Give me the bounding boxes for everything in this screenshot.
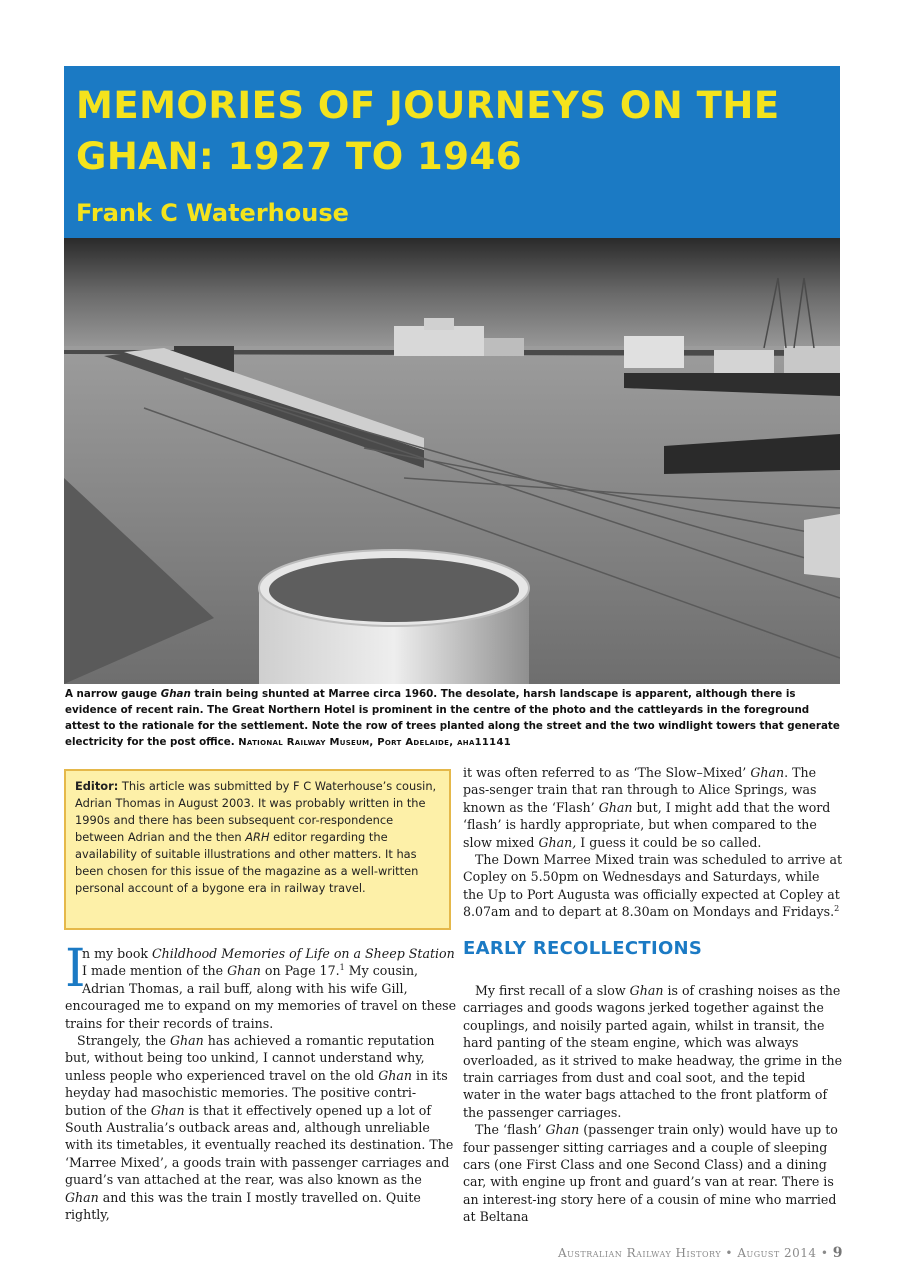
photo-credit: National Railway Museum, Port Adelaide, aha11141	[238, 737, 511, 748]
caption-text-2: train being shunted at Marree circa 1960. The desolate, harsh landscape is apparent, although there is evidence of recent rain. The Great Northern Hotel is prominent in the centre of the photo and the cattleyards in the foreground attest to the rationale for the settlement. Note the row of trees planted along the street and the two windlight towers that generate electricity for the post office.	[65, 688, 840, 748]
page-footer	[558, 1245, 843, 1261]
ghan: Ghan	[378, 1067, 412, 1083]
book-title: Childhood Memories of Life on a Sheep Station	[152, 946, 455, 961]
ghan: Ghan	[598, 799, 633, 815]
paragraph-3	[463, 764, 843, 851]
editor-note	[64, 769, 451, 930]
footer-text: Australian Railway History • August 2014 •	[558, 1246, 833, 1260]
paragraph-5	[463, 982, 843, 1121]
paragraph-2	[65, 1032, 457, 1223]
body-text: has achieved a romantic reputation but, without being too unkind, I cannot understand why, unless people who experienced travel on the old	[65, 1033, 435, 1083]
paragraph-1-rest: encouraged me to expand on my memories of travel on these trains for their records of trains.	[65, 998, 457, 1031]
body-text: Strangely, the	[77, 1033, 170, 1049]
body-text: I made mention of the	[82, 963, 228, 979]
footnote-ref: 1	[339, 963, 345, 973]
article-author: Frank C Waterhouse	[76, 199, 349, 227]
body-text: My cousin,	[344, 963, 419, 979]
body-text: The Down Marree Mixed train was scheduled to arrive at Copley on 5.50pm on Wednesdays and Saturdays, while the Up to Port Augusta was officially expected at Copley at 8.07am and to depart at 8.30am on Mondays and Fridays.	[463, 852, 843, 920]
left-column	[65, 939, 457, 1224]
dropcap-line-3: Adrian Thomas, a rail buff, along with his wife Gill,	[82, 980, 408, 996]
article-title: MEMORIES OF JOURNEYS ON THE GHAN: 1927 TO 1946	[76, 84, 780, 178]
drop-cap: I	[65, 939, 86, 999]
ghan: Ghan	[227, 963, 261, 979]
editor-text-2: editor regarding the availability of suitable illustrations and other matters. It has been chosen for this issue of the magazine as a well-written personal account of a bygone era in railway travel.	[75, 830, 419, 895]
editor-label: Editor:	[75, 779, 119, 793]
editor-text: This article was submitted by F C Waterhouse’s cousin, Adrian Thomas in August 2003. It was probably written in the 1990s and there has been subsequent cor-respondence between Adrian and the then	[75, 779, 437, 844]
dropcap-line-1	[65, 945, 457, 962]
body-text: . The pas-senger train that ran through to Alice Springs, was known as the ‘Flash’	[463, 765, 817, 815]
paragraph-6	[463, 1121, 843, 1225]
body-text: is of crashing noises as the carriages and goods wagons jerked together against the couplings, and noisily parted again, whilst in transit, the hard panting of the steam engine, which was always overloaded, as it strived to make headway, the grime in the train carriages from dust and coal soot, and the tepid water in the water bags attached to the front platform of the passenger carriages.	[463, 983, 843, 1120]
body-text: on Page 17.	[260, 963, 340, 979]
section-heading: EARLY RECOLLECTIONS	[463, 938, 703, 959]
ghan: Ghan	[65, 1189, 99, 1205]
marree-station-photo	[64, 238, 840, 684]
caption-ghan: Ghan	[160, 688, 191, 700]
photo-caption	[65, 686, 843, 751]
right-column-bottom	[463, 982, 843, 1226]
editor-arh: ARH	[245, 830, 270, 844]
body-text: The ‘flash’	[475, 1122, 546, 1138]
ghan: Ghan	[750, 765, 785, 780]
body-text: My first recall of a slow	[475, 983, 630, 998]
caption-text: A narrow gauge	[65, 688, 161, 700]
footnote-ref: 2	[834, 904, 840, 914]
ghan: Ghan,	[538, 834, 577, 850]
body-text: (passenger train only) would have up to four passenger sitting carriages and a couple of sleeping cars (one First Class and one Second Class) and a dining car, with engine up front and guard’s van at rear. There is an interest-ing story here of a cousin of mine who married at Beltana	[463, 1122, 838, 1225]
body-text: but, I might add that the word ‘flash’ is hardly appropriate, but when compared to the slow mixed	[463, 799, 831, 850]
page-number: 9	[832, 1245, 843, 1261]
dropcap-line-2	[65, 962, 457, 979]
ghan: Ghan	[150, 1102, 185, 1118]
body-text: in its heyday had masochistic memories. The positive contri-bution of the	[65, 1067, 448, 1118]
body-text: is that it effectively opened up a lot of South Australia’s outback areas and, although unreliable with its timetables, it eventually reached its destination. The ‘Marree Mixed’, a goods train with passenger carriages and guard’s van attached at the rear, was also known as the	[65, 1102, 454, 1188]
title-banner	[64, 66, 840, 238]
ghan: Ghan	[169, 1033, 204, 1049]
body-text: n my book	[82, 946, 153, 961]
ghan: Ghan	[629, 983, 664, 998]
body-text: I guess it could be so called.	[576, 834, 762, 850]
body-text: it was often referred to as ‘The Slow–Mixed’	[463, 765, 751, 780]
paragraph-4	[463, 851, 843, 921]
body-text: and this was the train I mostly travelled on. Quite rightly,	[65, 1189, 421, 1223]
right-column-top	[463, 764, 843, 921]
ghan: Ghan	[545, 1122, 580, 1138]
